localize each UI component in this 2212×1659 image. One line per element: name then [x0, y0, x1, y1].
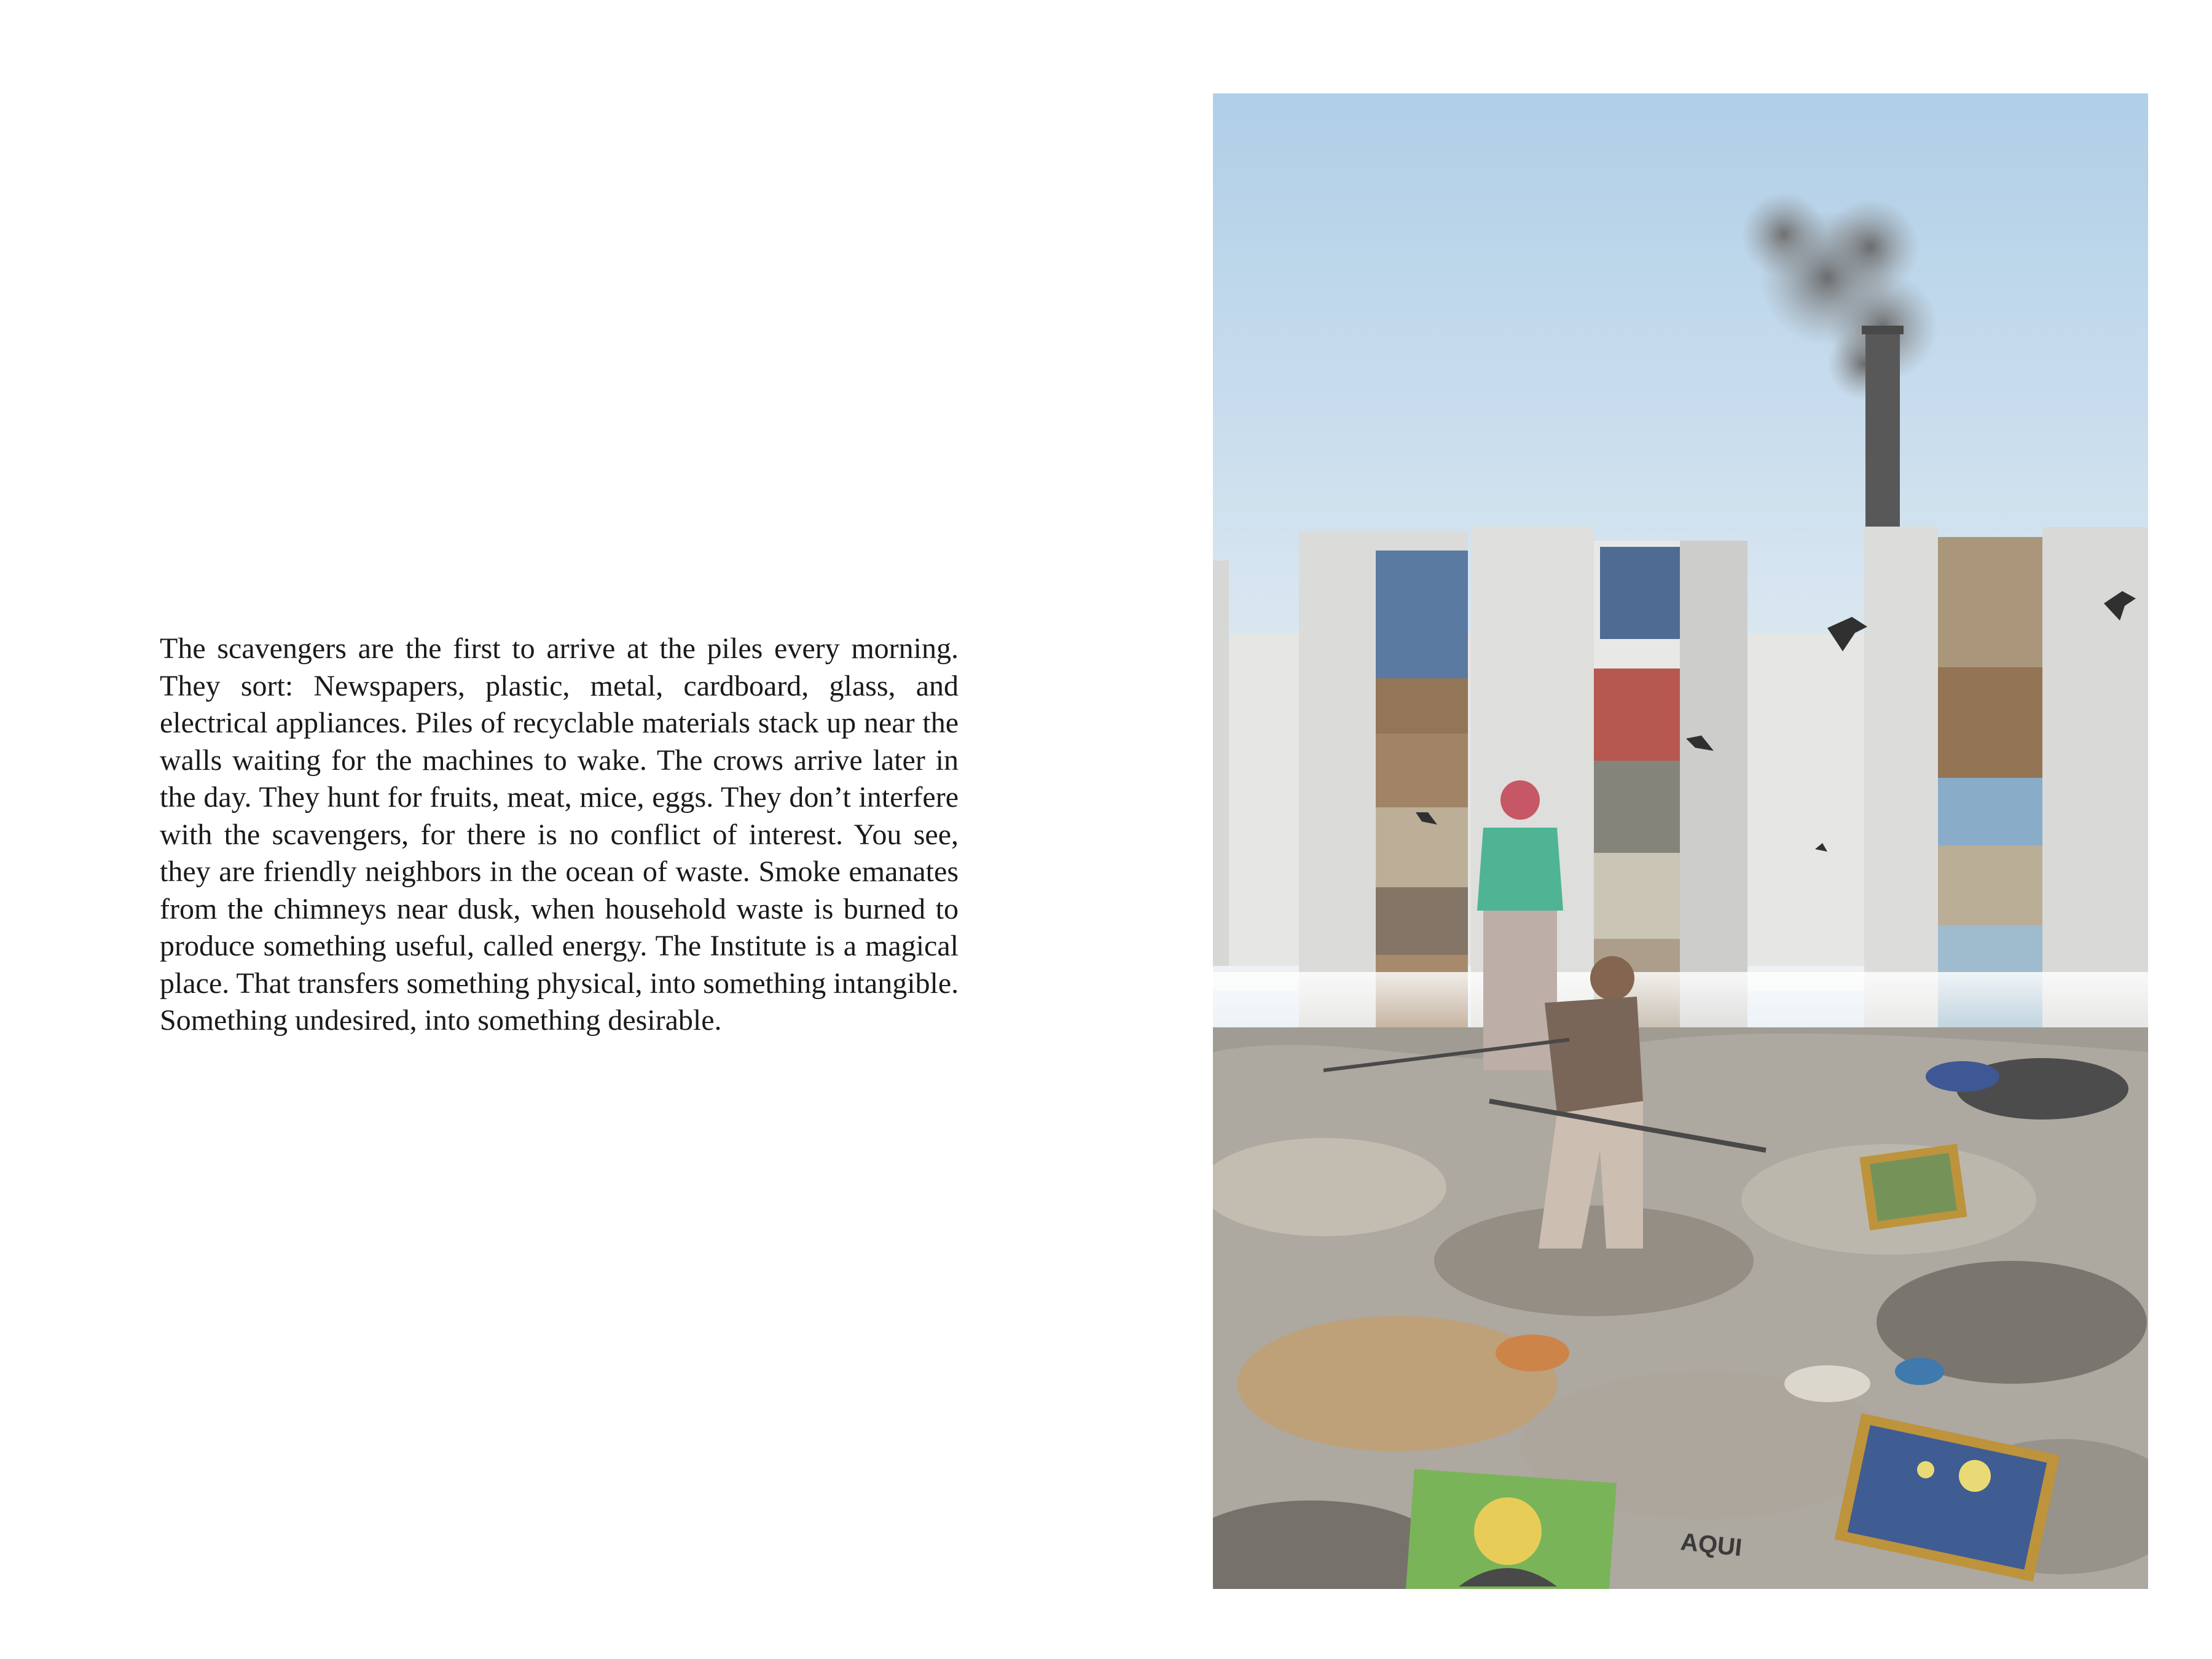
text-line: produce something useful, called energy. The Institute is a magical — [160, 930, 959, 962]
body-text — [160, 630, 959, 1040]
text-line: walls waiting for the machines to wake. The crows arrive later in — [160, 743, 959, 777]
text-line: from the chimneys near dusk, when household waste is burned to — [160, 892, 959, 925]
sign-text: AQUI — [1679, 1528, 1744, 1562]
text-line: with the scavengers, for there is no conflict of interest. You see, — [160, 818, 959, 851]
text-line: Something undesired, into something desirable. — [160, 1004, 722, 1037]
text-line: They sort: Newspapers, plastic, metal, cardboard, glass, and — [160, 669, 959, 702]
text-line: electrical appliances. Piles of recyclable materials stack up near the — [160, 707, 959, 739]
collage-illustration — [1213, 93, 2148, 1589]
text-line: the day. They hunt for fruits, meat, mice, eggs. They don’t interfere — [160, 781, 959, 814]
text-line: they are friendly neighbors in the ocean of waste. Smoke emanates — [160, 855, 959, 888]
text-line: The scavengers are the first to arrive at the piles every morning. — [160, 632, 959, 665]
text-line: place. That transfers something physical, into something intangible. — [160, 967, 959, 1000]
